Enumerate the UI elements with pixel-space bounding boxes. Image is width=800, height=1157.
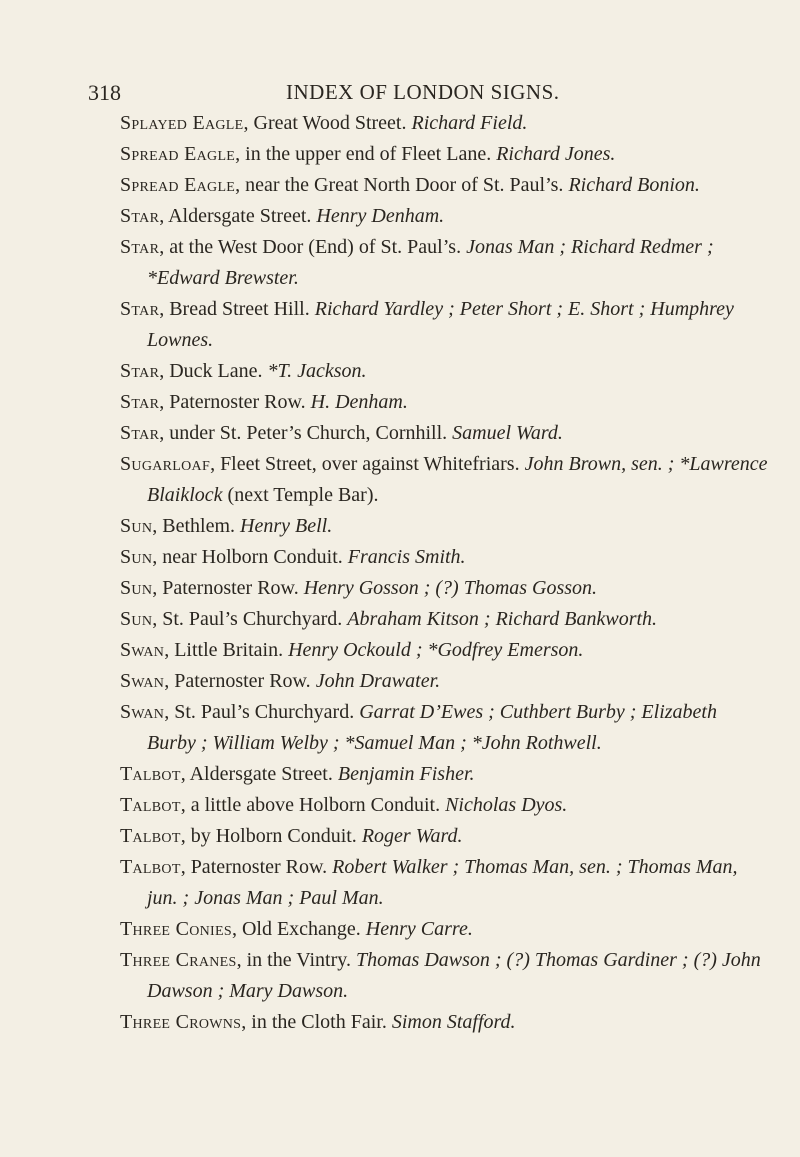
sign-location: , a little above Holborn Conduit. (180, 794, 446, 816)
sign-location: , Bread Street Hill. (159, 298, 315, 320)
index-entry (120, 821, 770, 852)
printer-names: Richard Bonion. (568, 174, 700, 196)
sign-location: , Great Wood Street. (243, 112, 412, 134)
sign-name: Talbot (120, 856, 181, 878)
printer-names: Henry Gosson ; (?) Thomas Gosson. (303, 577, 598, 599)
printer-names: Richard Yardley ; Peter Short ; E. Short ; Humphrey Lownes. (147, 298, 734, 351)
printer-names: *T. Jackson. (267, 360, 367, 382)
index-entry (120, 387, 770, 418)
index-entry (120, 418, 770, 449)
sign-name: Splayed Eagle (120, 112, 244, 134)
sign-name: Sun (120, 608, 153, 630)
sign-name: Sugarloaf (120, 453, 211, 475)
sign-name: Swan (120, 639, 165, 661)
sign-name: Star (120, 236, 160, 258)
index-entry (120, 697, 770, 759)
index-entry (120, 449, 770, 511)
running-head: INDEX OF LONDON SIGNS. (286, 80, 560, 104)
index-entry (120, 604, 770, 635)
sign-name: Three Conies (120, 918, 232, 940)
sign-location: , Aldersgate Street. (159, 205, 317, 227)
index-entry (120, 759, 770, 790)
printer-names: Henry Ockould ; *Godfrey Emerson. (288, 639, 584, 661)
printer-names: John Brown, sen. ; *Lawrence Blaiklock (147, 453, 768, 506)
index-entry (120, 852, 770, 914)
sign-name: Spread Eagle (120, 143, 236, 165)
index-entry (120, 914, 770, 945)
index-entry (120, 232, 770, 294)
sign-name: Talbot (120, 794, 181, 816)
sign-location: , near Holborn Conduit. (152, 546, 348, 568)
printer-names: Henry Bell. (240, 515, 333, 537)
index-entry (120, 790, 770, 821)
sign-name: Swan (120, 670, 165, 692)
printer-names: Samuel Ward. (452, 422, 563, 444)
index-entry (120, 666, 770, 697)
index-entry (120, 511, 770, 542)
sign-location: , Duck Lane. (159, 360, 268, 382)
sign-name: Three Crowns (120, 1011, 242, 1033)
printer-names: Nicholas Dyos. (445, 794, 568, 816)
printer-names: Garrat D’Ewes ; Cuthbert Burby ; Elizabeth Burby ; William Welby ; *Samuel Man ; *John Rothwell. (147, 701, 717, 754)
entry-note: (next Temple Bar). (222, 484, 379, 506)
printer-names: Richard Jones. (496, 143, 616, 165)
sign-location: , under St. Peter’s Church, Cornhill. (159, 422, 453, 444)
sign-location: , by Holborn Conduit. (180, 825, 362, 847)
sign-name: Talbot (120, 763, 181, 785)
sign-location: , St. Paul’s Churchyard. (152, 608, 348, 630)
sign-location: , Bethlem. (152, 515, 241, 537)
sign-name: Talbot (120, 825, 181, 847)
sign-location: , Fleet Street, over against Whitefriars. (210, 453, 525, 475)
printer-names: Robert Walker ; Thomas Man, sen. ; Thomas Man, jun. ; Jonas Man ; Paul Man. (147, 856, 738, 909)
printer-names: Simon Stafford. (391, 1011, 516, 1033)
sign-location: , Paternoster Row. (164, 670, 316, 692)
index-entry (120, 356, 770, 387)
sign-location: , in the Vintry. (236, 949, 356, 971)
index-entry (120, 1007, 770, 1038)
printer-names: Roger Ward. (361, 825, 463, 847)
printer-names: Thomas Dawson ; (?) Thomas Gardiner ; (?) John Dawson ; Mary Dawson. (147, 949, 761, 1002)
index-entry (120, 542, 770, 573)
sign-name: Star (120, 422, 160, 444)
page-number: 318 (88, 80, 121, 105)
index-entry (120, 635, 770, 666)
printer-names: Henry Carre. (365, 918, 473, 940)
sign-location: , Paternoster Row. (180, 856, 333, 878)
sign-name: Star (120, 205, 160, 227)
sign-name: Sun (120, 515, 153, 537)
sign-location: , Paternoster Row. (152, 577, 304, 599)
sign-location: , in the Cloth Fair. (241, 1011, 392, 1033)
sign-location: , near the Great North Door of St. Paul’s. (235, 174, 569, 196)
sign-location: , at the West Door (End) of St. Paul’s. (159, 236, 467, 258)
printer-names: Benjamin Fisher. (337, 763, 475, 785)
sign-name: Star (120, 360, 160, 382)
sign-name: Star (120, 298, 160, 320)
sign-name: Star (120, 391, 160, 413)
index-entry (120, 170, 770, 201)
sign-location: , Paternoster Row. (159, 391, 311, 413)
sign-location: , in the upper end of Fleet Lane. (235, 143, 497, 165)
printer-names: Richard Field. (411, 112, 528, 134)
index-entry (120, 294, 770, 356)
index-entry (120, 139, 770, 170)
sign-name: Sun (120, 546, 153, 568)
printer-names: Jonas Man ; Richard Redmer ; *Edward Brewster. (147, 236, 714, 289)
sign-name: Spread Eagle (120, 174, 236, 196)
sign-name: Sun (120, 577, 153, 599)
index-entry (120, 573, 770, 604)
printer-names: Abraham Kitson ; Richard Bankworth. (347, 608, 658, 630)
index-entry (120, 108, 770, 139)
sign-location: , Old Exchange. (231, 918, 366, 940)
sign-name: Three Cranes (120, 949, 237, 971)
printer-names: Francis Smith. (347, 546, 466, 568)
sign-name: Swan (120, 701, 165, 723)
page-header (88, 80, 752, 110)
sign-location: , St. Paul’s Churchyard. (164, 701, 360, 723)
index-entry (120, 201, 770, 232)
sign-location: , Aldersgate Street. (180, 763, 338, 785)
sign-location: , Little Britain. (164, 639, 289, 661)
index-entries (120, 108, 770, 1038)
index-entry (120, 945, 770, 1007)
printer-names: John Drawater. (315, 670, 441, 692)
printer-names: Henry Denham. (316, 205, 445, 227)
printer-names: H. Denham. (310, 391, 408, 413)
